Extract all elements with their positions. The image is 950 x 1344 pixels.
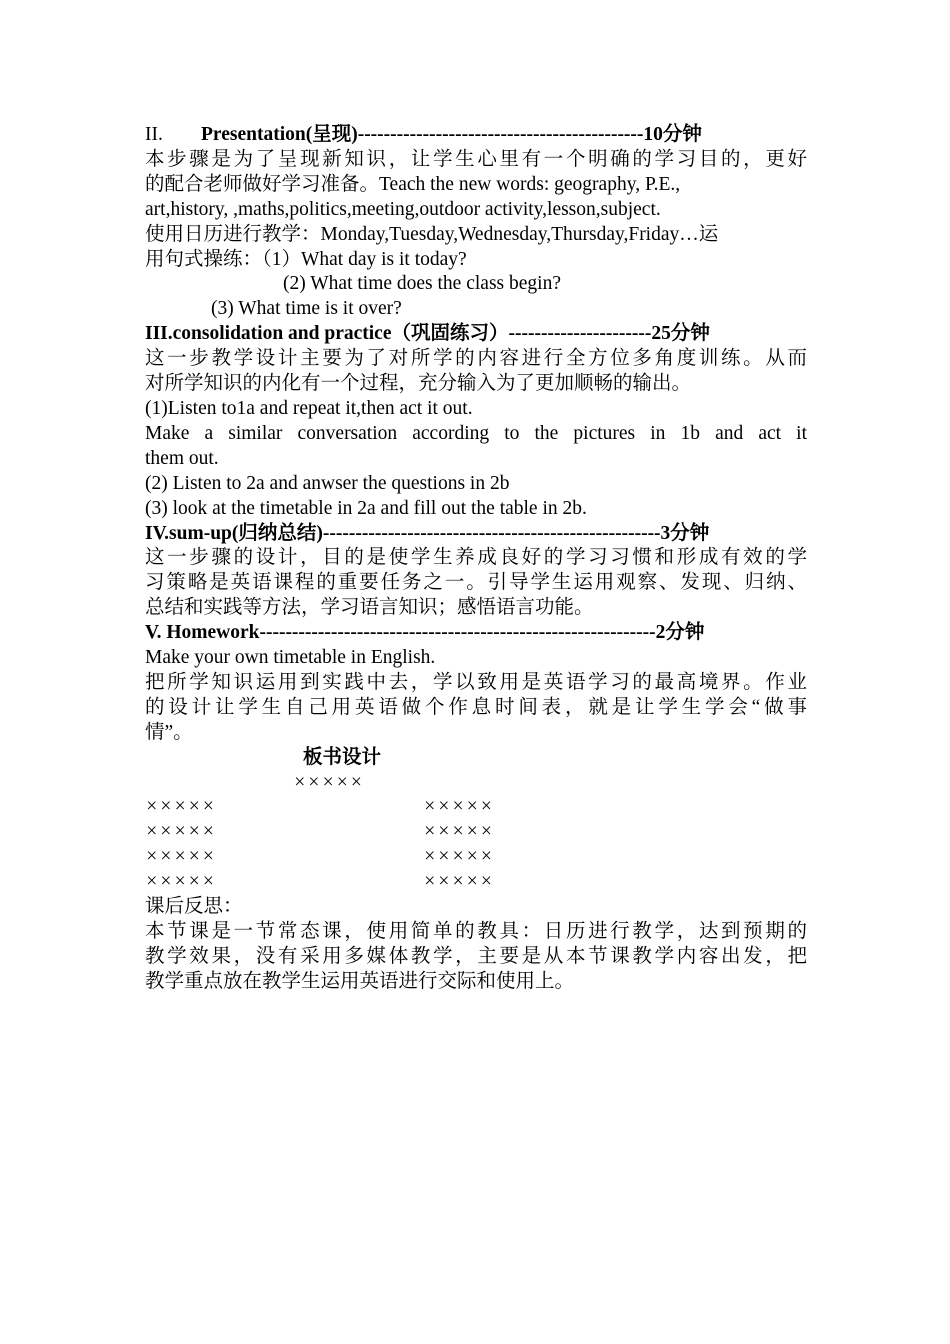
consolidation-line: them out.	[145, 447, 219, 469]
sumup-heading: IV.sum-up(归纳总结)----------------------------------------------------3分钟	[145, 522, 710, 544]
reflection-heading: 课后反思：	[145, 896, 243, 918]
lesson-plan-body	[145, 123, 807, 995]
consolidation-line: Make a similar conversation according to the pictures in 1b and act it	[145, 422, 807, 444]
board-right-cell: ×××××	[423, 796, 494, 818]
consolidation-line: (3) look at the timetable in 2a and fill out the table in 2b.	[145, 497, 587, 519]
presentation-line: art,history, ,maths,politics,meeting,outdoor activity,lesson,subject.	[145, 198, 661, 220]
board-row	[145, 795, 807, 820]
sumup-line: 习策略是英语课程的重要任务之一。引导学生运用观察、发现、归纳、	[145, 572, 807, 594]
consolidation-line: (2) Listen to 2a and anwser the questions in 2b	[145, 472, 510, 494]
board-left-cell: ×××××	[145, 846, 216, 868]
board-left-cell: ×××××	[145, 796, 216, 818]
homework-line: 把所学知识运用到实践中去，学以致用是英语学习的最高境界。作业	[145, 671, 807, 693]
board-right-cell: ×××××	[423, 846, 494, 868]
presentation-line: (3) What time is it over?	[211, 298, 402, 320]
board-right-cell: ×××××	[423, 871, 494, 893]
presentation-line: 的配合老师做好学习准备。Teach the new words: geography, P.E.,	[145, 173, 681, 195]
homework-heading: V. Homework-------------------------------------------------------------2分钟	[145, 622, 705, 644]
board-center-row: ×××××	[293, 771, 364, 793]
consolidation-heading: III.consolidation and practice（巩固练习）----------------------25分钟	[145, 323, 710, 345]
consolidation-line: 这一步教学设计主要为了对所学的内容进行全方位多角度训练。从而	[145, 348, 807, 370]
homework-line: Make your own timetable in English.	[145, 647, 436, 669]
presentation-line: 用句式操练：（1）What day is it today?	[145, 248, 467, 270]
consolidation-line: (1)Listen to1a and repeat it,then act it out.	[145, 397, 473, 419]
reflection-line: 教学重点放在教学生运用英语进行交际和使用上。	[145, 970, 575, 992]
board-row	[145, 870, 807, 895]
reflection-line: 教学效果，没有采用多媒体教学，主要是从本节课教学内容出发，把	[145, 945, 807, 967]
sumup-line: 总结和实践等方法，学习语言知识；感悟语言功能。	[145, 597, 594, 619]
reflection-line: 本节课是一节常态课，使用简单的教具：日历进行教学，达到预期的	[145, 921, 807, 942]
board-row	[145, 820, 807, 845]
presentation-title: Presentation(呈现)--------------------------------------------10分钟	[201, 124, 702, 145]
presentation-line: 使用日历进行教学：Monday,Tuesday,Wednesday,Thursday,Friday…运	[145, 223, 719, 245]
consolidation-line: 对所学知识的内化有一个过程，充分输入为了更加顺畅的输出。	[145, 373, 692, 395]
board-left-cell: ×××××	[145, 821, 216, 843]
board-row	[145, 845, 807, 870]
board-title: 板书设计	[303, 746, 382, 768]
presentation-heading	[145, 123, 807, 148]
homework-line: 情”。	[145, 721, 193, 743]
homework-line: 的设计让学生自己用英语做个作息时间表，就是让学生学会“做事	[145, 696, 807, 718]
presentation-number: II.	[145, 124, 163, 145]
presentation-line: 本步骤是为了呈现新知识，让学生心里有一个明确的学习目的，更好	[145, 148, 807, 170]
presentation-line: (2) What time does the class begin?	[283, 273, 561, 295]
board-left-cell: ×××××	[145, 871, 216, 893]
sumup-line: 这一步骤的设计，目的是使学生养成良好的学习习惯和形成有效的学	[145, 547, 807, 569]
board-right-cell: ×××××	[423, 821, 494, 843]
